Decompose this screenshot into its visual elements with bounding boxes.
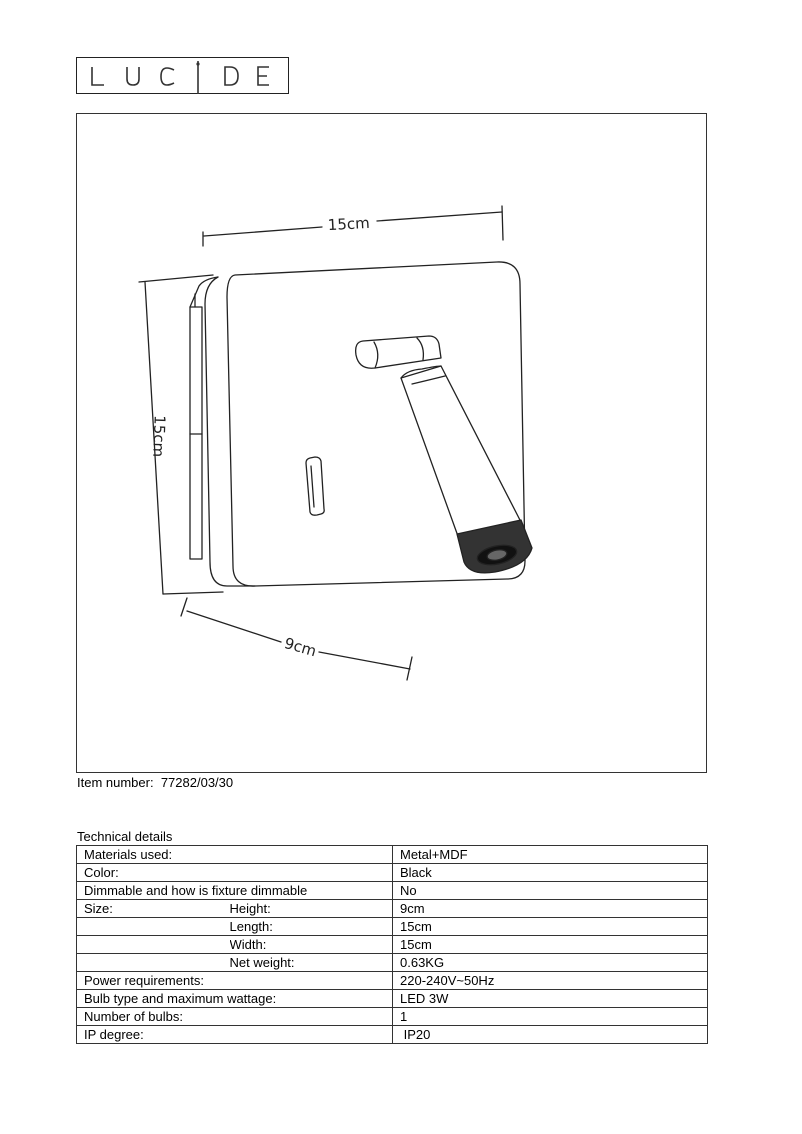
table-row xyxy=(77,972,708,990)
spec-value: No xyxy=(393,882,708,900)
spec-value: LED 3W xyxy=(393,990,708,1008)
technical-details-table xyxy=(76,845,708,1044)
table-row xyxy=(77,936,708,954)
product-drawing-frame xyxy=(76,113,707,773)
spec-label: Bulb type and maximum wattage: xyxy=(77,990,393,1008)
spec-value: 15cm xyxy=(393,918,708,936)
spec-label: Dimmable and how is fixture dimmable xyxy=(77,882,393,900)
spec-value: Black xyxy=(393,864,708,882)
spec-sublabel: Length: xyxy=(230,918,393,936)
spec-value: 220-240V~50Hz xyxy=(393,972,708,990)
spec-sublabel: Height: xyxy=(230,900,393,918)
wall-lamp-drawing xyxy=(77,114,708,774)
item-number-value: 77282/03/30 xyxy=(160,775,234,790)
table-row xyxy=(77,1008,708,1026)
dimension-left-label: 15cm xyxy=(149,414,169,458)
table-row xyxy=(77,882,708,900)
spec-label: Size: xyxy=(77,900,230,918)
spec-value: 0.63KG xyxy=(393,954,708,972)
item-number xyxy=(77,775,233,790)
spec-label xyxy=(77,918,230,936)
spec-sublabel: Net weight: xyxy=(230,954,393,972)
table-row xyxy=(77,990,708,1008)
item-number-label: Item number: xyxy=(77,775,154,790)
table-row xyxy=(77,864,708,882)
technical-details-title: Technical details xyxy=(77,829,173,844)
spec-label xyxy=(77,954,230,972)
spec-label: IP degree: xyxy=(77,1026,393,1044)
spec-label: Power requirements: xyxy=(77,972,393,990)
spec-label: Number of bulbs: xyxy=(77,1008,393,1026)
table-row xyxy=(77,1026,708,1044)
dimension-top-label: 15cm xyxy=(327,213,371,235)
spec-sublabel: Width: xyxy=(230,936,393,954)
table-row xyxy=(77,918,708,936)
dimension-bottom-label: 9cm xyxy=(282,634,319,661)
spec-value: IP20 xyxy=(393,1026,708,1044)
spec-value: 9cm xyxy=(393,900,708,918)
spec-label: Materials used: xyxy=(77,846,393,864)
logo-letters xyxy=(77,58,290,95)
spec-value: 1 xyxy=(393,1008,708,1026)
spec-value: Metal+MDF xyxy=(393,846,708,864)
table-row xyxy=(77,846,708,864)
table-row xyxy=(77,900,708,918)
spec-value: 15cm xyxy=(393,936,708,954)
table-row xyxy=(77,954,708,972)
spec-label xyxy=(77,936,230,954)
brand-logo xyxy=(76,57,289,94)
spec-label: Color: xyxy=(77,864,393,882)
